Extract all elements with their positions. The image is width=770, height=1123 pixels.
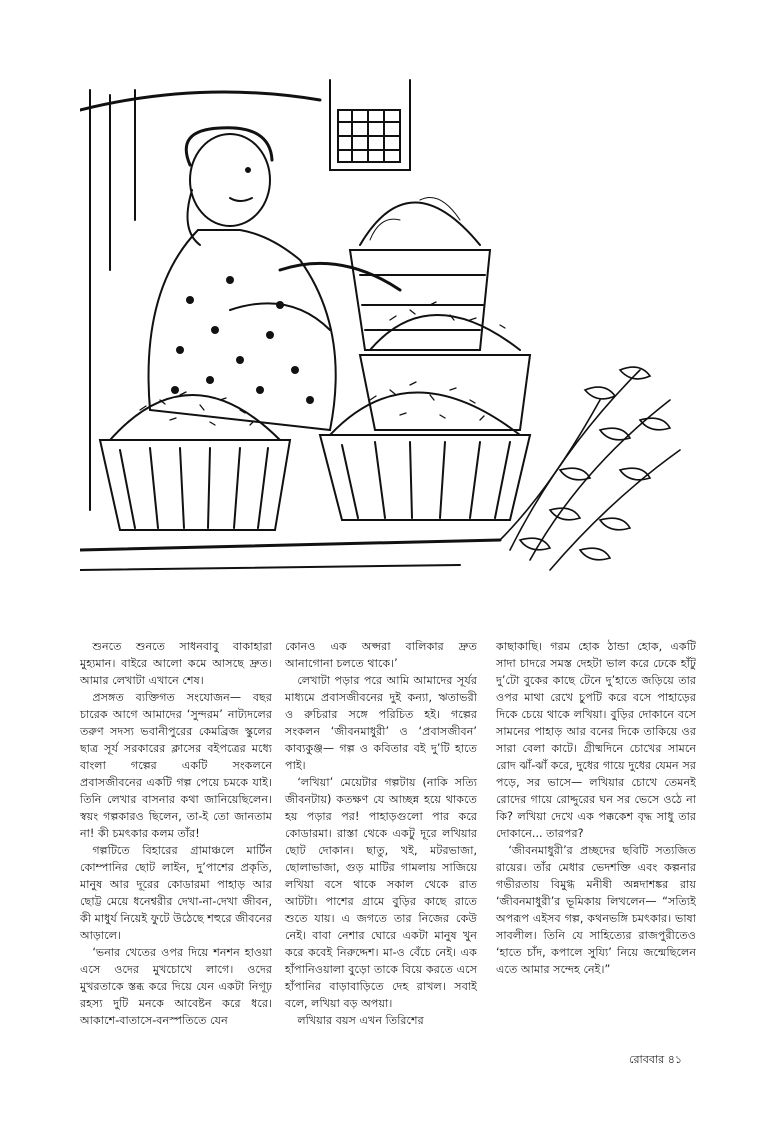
paragraph: কোনও এক অপ্সরা বালিকার দ্রুত আনাগোনা চলতে থাকে।’ [285, 640, 477, 670]
paragraph: লেখাটা পড়ার পরে আমি আমাদের সূর্যর মাধ্যমে প্রবাসজীবনের দুই কন্যা, ঋতাভরী ও রুচিরার সঙ্গে পরিচিত হই। গল্পের সংকলন ‘জীবনমাধুরী’ ও ‘প্রবাসজীবন’ কাব্যকুঞ্জ— গল্প ও কবিতার বই দু’টি হাতে পাই। [285, 674, 477, 772]
paragraph: প্রসঙ্গত ব্যক্তিগত সংযোজন— বছর চারেক আগে আমাদের ‘সুন্দরম’ নাট্যদলের তরুণ সদস্য ভবানীপুরের কেমব্রিজ স্কুলের ছাত্র সূর্য সরকারের ক্লাসের বইপত্রের মধ্যে বাংলা গল্পের একটি সংকলনে প্রবাসজীবনের একটি গল্প পেয়ে চমকে যাই। তিনি লেখার বাসনার কথা জানিয়েছিলেন। স্বয়ং গল্পকারও ছিলেন, তা-ই তো জানতাম না! কী চমৎকার কলম তাঁর! [80, 691, 272, 840]
paragraph: ‘লখিয়া’ মেয়েটার গল্পটায় (নাকি সত্যি জীবনটায়) কতক্ষণ যে আচ্ছন্ন হয়ে থাকতে হয় পড়ার পর! পাহাড়গুলো পার করে কোডারমা। রাস্তা থেকে একটু দূরে লখিয়ার ছোট দোকান। ছাতু, খই, মটরভাজা, ছোলাভাজা, গুড় মাটির গামলায় সাজিয়ে লখিয়া বসে থাকে সকাল থেকে রাত আটটা। পাশের গ্রামে বুড়ির কাছে রাতে শুতে যায়। এ জগতে তার নিজের কেউ নেই। বাবা নেশার ঘোরে একটা মানুষ খুন করে কবেই নিরুদ্দেশ। মা-ও বেঁচে নেই। এক হাঁপানিওয়ালা বুড়ো তাকে বিয়ে করতে এসে হাঁপানির বাড়াবাড়িতে দেহ রাখল। সবাই বলে, লখিয়া বড় অপয়া। [285, 776, 477, 1010]
text-column-2 [285, 638, 477, 1029]
paragraph: ‘জীবনমাধুরী’র প্রচ্ছদের ছবিটি সত্যজিত রায়ের। তাঁর মেধার ভেদশক্তি এবং কল্পনার গভীরতায় বিমুগ্ধ মনীষী অন্নদাশঙ্কর রায় ‘জীবনমাধুরী’র ভূমিকায় লিখলেন— “সত্যিই অপরূপ এইসব গল্প, কথনভঙ্গি চমৎকার। ভাষা সাবলীল। তিনি যে সাহিত্যের রাজপুরীতেও ‘হাতে চাঁদ, কপালে সুয্যি’ নিয়ে জন্মেছিলেন এতে আমার সন্দেহ নেই।” [496, 844, 696, 976]
article-body [80, 638, 696, 1038]
paragraph: ‘ভনার খেতের ওপর দিয়ে শনশন হাওয়া এসে ওদের মুখচোখে লাগে। ওদের মুখরতাকে স্তব্ধ করে দিয়ে যেন একটা নিগূঢ় রহস্য দুটি মনকে আবেষ্টন করে ধরে। আকাশে-বাতাসে-বনস্পতিতে যেন [80, 946, 272, 1027]
paragraph: লখিয়ার বয়স এখন তিরিশের [297, 1014, 424, 1027]
text-column-3 [496, 638, 696, 978]
paragraph: কাছাকাছি। গরম হোক ঠান্ডা হোক, একটি সাদা চাদরে সমস্ত দেহটা ভাল করে ঢেকে হাঁটু দু’টো বুকের কাছে টেনে দু’হাতে জড়িয়ে তার ওপর মাথা রেখে চুপটি করে বসে পাহাড়ের দিকে চেয়ে থাকে লখিয়া। বুড়ির দোকানে বসে সামনের পাহাড় আর বনের দিকে তাকিয়ে ওর সারা বেলা কাটে। গ্রীষ্মদিনে চোখের সামনে রোদ ঝাঁ-ঝাঁ করে, দুধের গায়ে দুধের যেমন সর পড়ে, সর ভাসে— লখিয়ার চোখে তেমনই রোদের গায়ে রোদ্দুরের ঘন সর ভেসে ওঠে না কি? লখিয়া দেখে এক পক্ককেশ বৃদ্ধ সাধু তার দোকানে... তারপর? [496, 640, 696, 840]
text-column-1 [80, 638, 272, 1029]
paragraph: গল্পটিতে বিহারের গ্রামাঞ্চলে মার্টিন কোম্পানির ছোট লাইন, দু’পাশের প্রকৃতি, মানুষ আর দূরের কোডারমা পাহাড় আর ছোট্ট মেয়ে ধনেশ্বরীর দেখা-না-দেখা জীবন, কী মাধুর্য নিয়েই ফুটে উঠেছে শহুরে জীবনের আড়ালে। [80, 844, 272, 942]
paragraph: শুনতে শুনতে সাধনবাবু বাকাহারা মুহ্যমান। বাইরে আলো কমে আসছে দ্রুত। আমার লেখাটা এখানে শেষ। [80, 640, 272, 687]
page-footer: রোববার ৪১ [629, 1053, 682, 1066]
market-woman-illustration [80, 70, 690, 610]
